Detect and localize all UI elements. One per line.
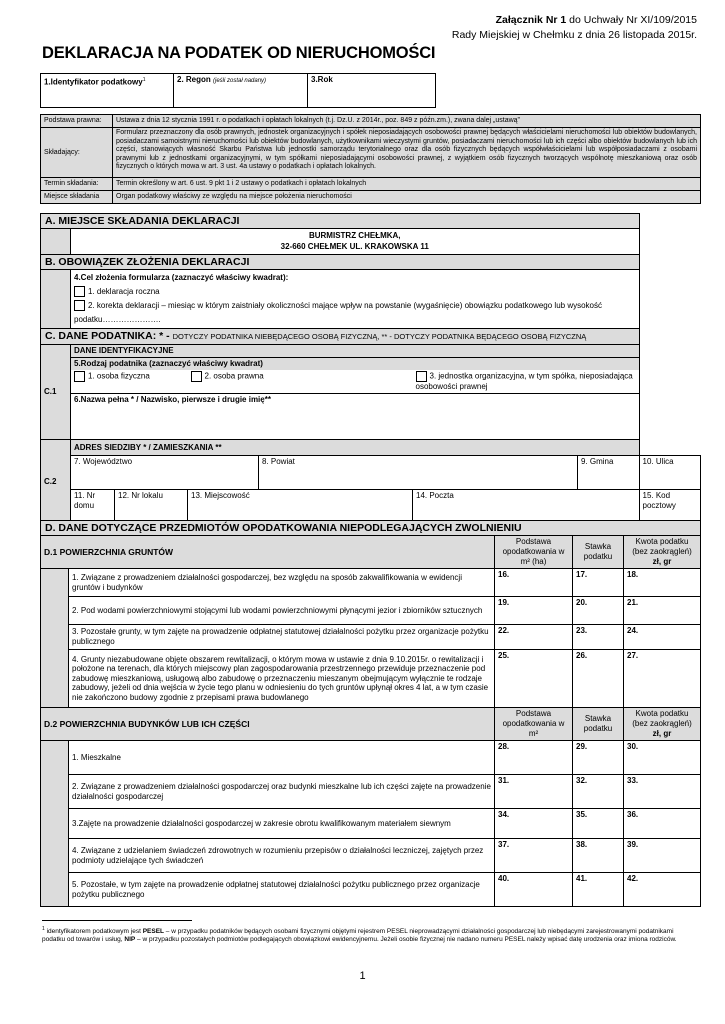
d2-col-amount <box>624 708 701 741</box>
d1-col-amount-label: Kwota podatku (bez zaokrągleń) <box>632 537 692 556</box>
field-40[interactable]: 40. <box>495 873 573 907</box>
field-38[interactable]: 38. <box>573 839 624 873</box>
d2-row-text: 1. Mieszkalne <box>69 741 495 775</box>
regon-note: (jeśli został nadany) <box>213 78 267 84</box>
footnote-rule <box>42 920 192 921</box>
tax-office-street: 32-660 CHEŁMEK UL. KRAKOWSKA 11 <box>280 242 429 251</box>
footnote-text-1: identyfikatorem podatkowym jest <box>44 928 143 936</box>
footnote-nip: NIP <box>124 936 136 944</box>
field-4-purpose <box>71 270 640 329</box>
blank-cell <box>436 74 702 108</box>
tax-id-footnote-ref: 1 <box>142 77 146 83</box>
document-title: DEKLARACJA NA PODATEK OD NIERUCHOMOŚCI <box>42 44 436 62</box>
field-7-voivodeship[interactable]: 7. Województwo <box>71 456 259 490</box>
blank-margin <box>41 270 71 329</box>
info-label: Miejsce składania <box>41 191 113 204</box>
section-d <box>40 520 701 907</box>
footnote <box>42 925 697 944</box>
field-29[interactable]: 29. <box>573 741 624 775</box>
field-6-label: 6.Nazwa pełna * / Nazwisko, pierwsze i drugie imię** <box>74 395 271 404</box>
d1-col-base: Podstawa opodatkowania w m² (ha) <box>495 536 573 569</box>
d2-col-base: Podstawa opodatkowania w m² <box>495 708 573 741</box>
attachment-resolution: do Uchwały Nr XI/109/2015 <box>566 14 697 26</box>
attachment-council: Rady Miejskiej w Chełmku z dnia 26 listopada 2015r. <box>451 29 697 41</box>
field-27[interactable]: 27. <box>624 650 701 708</box>
field-26[interactable]: 26. <box>573 650 624 708</box>
info-text: Ustawa z dnia 12 stycznia 1991 r. o podatkach i opłatach lokalnych (t.j. Dz.U. z 2014r., poz. 849 z późn.zm.), zwana dalej „ustawą” <box>113 115 701 128</box>
d2-row-text: 2. Związane z prowadzeniem działalności gospodarczej oraz budynki mieszkalne lub ich części zajęte na prowadzenie działalności gospodarczej <box>69 775 495 809</box>
taxpayer-natural-label: 1. osoba fizyczna <box>88 371 150 381</box>
d1-row-text: 4. Grunty niezabudowane objęte obszarem rewitalizacji, o którym mowa w ustawie z dnia 9.10.2015r. o rewitalizacji i położone na terenach, dla których miejscowy plan zagospodarowania przestrzennego przewiduje przeznaczenie pod zabudowę mieszkaniową, usługową albo zabudowę o przeznaczeniu mieszanym obejmującym wyłącznie te rodzaje zabudowy, jeżeli od dnia wejścia w życie tego planu w odniesieniu do tych gruntów upłynął okres 4 lat, a w tym czasie nie zakończono budowy zgodnie z przepisami prawa budowlanego <box>69 650 495 708</box>
taxpayer-legal-label: 2. osoba prawna <box>204 371 264 381</box>
d2-col-amount-label: Kwota podatku (bez zaokrągleń) <box>632 709 692 728</box>
field-23[interactable]: 23. <box>573 625 624 650</box>
option-annual-label: 1. deklaracja roczna <box>88 287 160 296</box>
info-label: Termin składania: <box>41 178 113 191</box>
field-17[interactable]: 17. <box>573 569 624 597</box>
sections-abc <box>40 213 701 533</box>
field-42[interactable]: 42. <box>624 873 701 907</box>
section-a-title: A. MIEJSCE SKŁADANIA DEKLARACJI <box>41 214 640 229</box>
field-41[interactable]: 41. <box>573 873 624 907</box>
section-b-title: B. OBOWIĄZEK ZŁOŻENIA DEKLARACJI <box>41 255 640 270</box>
field-13-town[interactable]: 13. Miejscowość <box>188 490 413 524</box>
info-table <box>40 114 701 204</box>
d1-col-amount <box>624 536 701 569</box>
taxpayer-natural[interactable] <box>71 370 188 394</box>
attachment-number: Załącznik Nr 1 <box>495 14 567 26</box>
taxpayer-org-label: 3. jednostka organizacyjna, w tym spółka, nieposiadająca osobowości prawnej <box>415 371 633 391</box>
d1-row-text: 3. Pozostałe grunty, w tym zajęte na prowadzenie odpłatnej statutowej działalności pożytku przez organizacje pożytku publicznego <box>69 625 495 650</box>
section-c-title <box>41 329 640 345</box>
year-label: 3.Rok <box>311 75 333 84</box>
field-39[interactable]: 39. <box>624 839 701 873</box>
d1-title: D.1 POWIERZCHNIA GRUNTÓW <box>41 536 495 569</box>
field-22[interactable]: 22. <box>495 625 573 650</box>
field-5-label: 5.Rodzaj podatnika (zaznaczyć właściwy kwadrat) <box>71 358 640 371</box>
field-6-name[interactable] <box>71 394 640 440</box>
footnote-marker: 1 <box>42 926 45 932</box>
field-4-label: 4.Cel złożenia formularza (zaznaczyć właściwy kwadrat): <box>74 273 289 282</box>
section-c-sub: DOTYCZY PODATNIKA NIEBĘDĄCEGO OSOBĄ FIZYCZNĄ, ** - DOTYCZY PODATNIKA BĘDĄCEGO OSOBĄ FIZYCZNĄ <box>172 332 587 341</box>
tax-id-label: 1.Identyfikator podatkowy <box>44 77 143 87</box>
field-12-flat-no[interactable]: 12. Nr lokalu <box>115 490 188 524</box>
section-c-main: C. DANE PODATNIKA: * - <box>45 330 173 342</box>
field-32[interactable]: 32. <box>573 775 624 809</box>
option-annual[interactable] <box>74 285 636 299</box>
attachment-header <box>452 13 697 43</box>
field-18[interactable]: 18. <box>624 569 701 597</box>
d2-col-rate: Stawka podatku <box>573 708 624 741</box>
field-25[interactable]: 25. <box>495 650 573 708</box>
blank-margin <box>41 229 71 255</box>
checkbox-org[interactable] <box>416 371 427 382</box>
field-15-postal-code[interactable]: 15. Kod pocztowy <box>639 490 701 524</box>
regon-label: 2. Regon <box>177 75 211 84</box>
section-c2-title: ADRES SIEDZIBY * / ZAMIESZKANIA ** <box>71 440 640 456</box>
tax-office-address <box>71 229 640 255</box>
info-label: Składający: <box>41 128 113 178</box>
section-d-title: D. DANE DOTYCZĄCE PRZEDMIOTÓW OPODATKOWANIA NIEPODLEGAJĄCYCH ZWOLNIENIU <box>41 521 701 536</box>
field-35[interactable]: 35. <box>573 809 624 839</box>
regon-field[interactable] <box>174 74 308 108</box>
section-c1-label: C.1 <box>41 345 71 440</box>
field-10-street[interactable]: 10. Ulica <box>639 456 701 490</box>
field-30[interactable]: 30. <box>624 741 701 775</box>
field-14-post-office[interactable]: 14. Poczta <box>413 490 640 524</box>
footnote-text-3: – w przypadku pozostałych podmiotów podlegających obowiązkowi ewidencyjnemu. Jeżeli osobie fizycznej nie nadano numeru PESEL należy wpisać datę urodzenia oraz imiona rodziców. <box>135 936 677 944</box>
field-31[interactable]: 31. <box>495 775 573 809</box>
blank-margin <box>41 569 69 708</box>
info-label: Podstawa prawna: <box>41 115 113 128</box>
section-c1-title: DANE IDENTYFIKACYJNE <box>71 345 640 358</box>
footnote-pesel: PESEL <box>142 928 164 936</box>
info-text: Organ podatkowy właściwy ze względu na miejsce położenia nieruchomości <box>113 191 701 204</box>
field-21[interactable]: 21. <box>624 597 701 625</box>
checkbox-legal[interactable] <box>191 371 202 382</box>
field-8-county[interactable]: 8. Powiat <box>259 456 578 490</box>
field-19[interactable]: 19. <box>495 597 573 625</box>
field-28[interactable]: 28. <box>495 741 573 775</box>
field-33[interactable]: 33. <box>624 775 701 809</box>
option-correction[interactable] <box>74 299 636 327</box>
field-34[interactable]: 34. <box>495 809 573 839</box>
info-text: Termin określony w art. 6 ust. 9 pkt 1 i 2 ustawy o podatkach i opłatach lokalnych <box>113 178 701 191</box>
field-16[interactable]: 16. <box>495 569 573 597</box>
d2-col-amount-unit: zł, gr <box>652 729 672 738</box>
blank-margin <box>41 741 69 907</box>
footnote-text-2: – w przypadku podatników będących osobami fizycznymi objętymi rejestrem PESEL nieprowadzącymi działalności gospodarczej lub niebędącymi zarejestrowanymi podatnikami podatku od towarów i usług, <box>42 928 674 944</box>
identifier-fields <box>40 73 702 108</box>
section-c2-label: C.2 <box>41 440 71 524</box>
d2-row-text: 3.Zajęte na prowadzenie działalności gospodarczej w zakresie obrotu kwalifikowanym materiałem siewnym <box>69 809 495 839</box>
field-36[interactable]: 36. <box>624 809 701 839</box>
page-number: 1 <box>359 970 366 982</box>
info-text: Formularz przeznaczony dla osób prawnych, jednostek organizacyjnych i spółek nieposiadających osobowości prawnej będących właścicielami nieruchomości lub obiektów budowlanych, posiadaczami samoistnymi nieruchomości lub obiektów budowlanych, użytkownikami wieczystymi gruntów, posiadaczami nieruchomości lub ich części albo obiektów budowlanych lub ich części, stanowiących własność Skarbu Państwa lub jednostki samorządu terytorialnego oraz dla osób fizycznych będących współwłaścicielami lub współposiadaczami z osobami prawnymi lub z jednostkami organizacyjnymi, w tym spółkami nieposiadającymi osobowości prawnej, z wyjątkiem osób fizycznych tworzących wspólnotę mieszkaniową oraz osób fizycznych o których mowa w art. 3 ust. 4a ustawy o podatkach i opłatach lokalnych. <box>113 128 701 178</box>
d2-title: D.2 POWIERZCHNIA BUDYNKÓW LUB ICH CZĘŚCI <box>41 708 495 741</box>
checkbox-correction[interactable] <box>74 300 85 311</box>
tax-id-field[interactable] <box>41 74 174 108</box>
d1-col-rate: Stawka podatku <box>573 536 624 569</box>
checkbox-natural[interactable] <box>74 371 85 382</box>
d1-row-text: 2. Pod wodami powierzchniowymi stojącymi lub wodami powierzchniowymi płynącymi jezior i zbiorników sztucznych <box>69 597 495 625</box>
field-11-house-no[interactable]: 11. Nr domu <box>71 490 115 524</box>
d2-row-text: 4. Związane z udzielaniem świadczeń zdrowotnych w rozumieniu przepisów o działalności leczniczej, zajętych przez podmioty udzielające tych świadczeń <box>69 839 495 873</box>
taxpayer-legal[interactable] <box>188 370 413 394</box>
checkbox-annual[interactable] <box>74 286 85 297</box>
field-9-commune[interactable]: 9. Gmina <box>578 456 640 490</box>
year-field[interactable] <box>308 74 436 108</box>
d2-row-text: 5. Pozostałe, w tym zajęte na prowadzenie odpłatnej statutowej działalności pożytku publicznego przez organizacje pożytku publicznego <box>69 873 495 907</box>
field-20[interactable]: 20. <box>573 597 624 625</box>
field-24[interactable]: 24. <box>624 625 701 650</box>
taxpayer-org[interactable] <box>413 370 640 394</box>
option-correction-label: 2. korekta deklaracji – miesiąc w którym zaistniały okoliczności mające wpływ na powstanie (wygaśnięcie) obowiązku podatkowego lub wysokość podatku…………………. <box>74 301 603 324</box>
field-37[interactable]: 37. <box>495 839 573 873</box>
tax-office-name: BURMISTRZ CHEŁMKA, <box>308 231 401 240</box>
d1-col-amount-unit: zł, gr <box>652 557 672 566</box>
d1-row-text: 1. Związane z prowadzeniem działalności gospodarczej, bez względu na sposób zakwalifikowania w ewidencji gruntów i budynków <box>69 569 495 597</box>
